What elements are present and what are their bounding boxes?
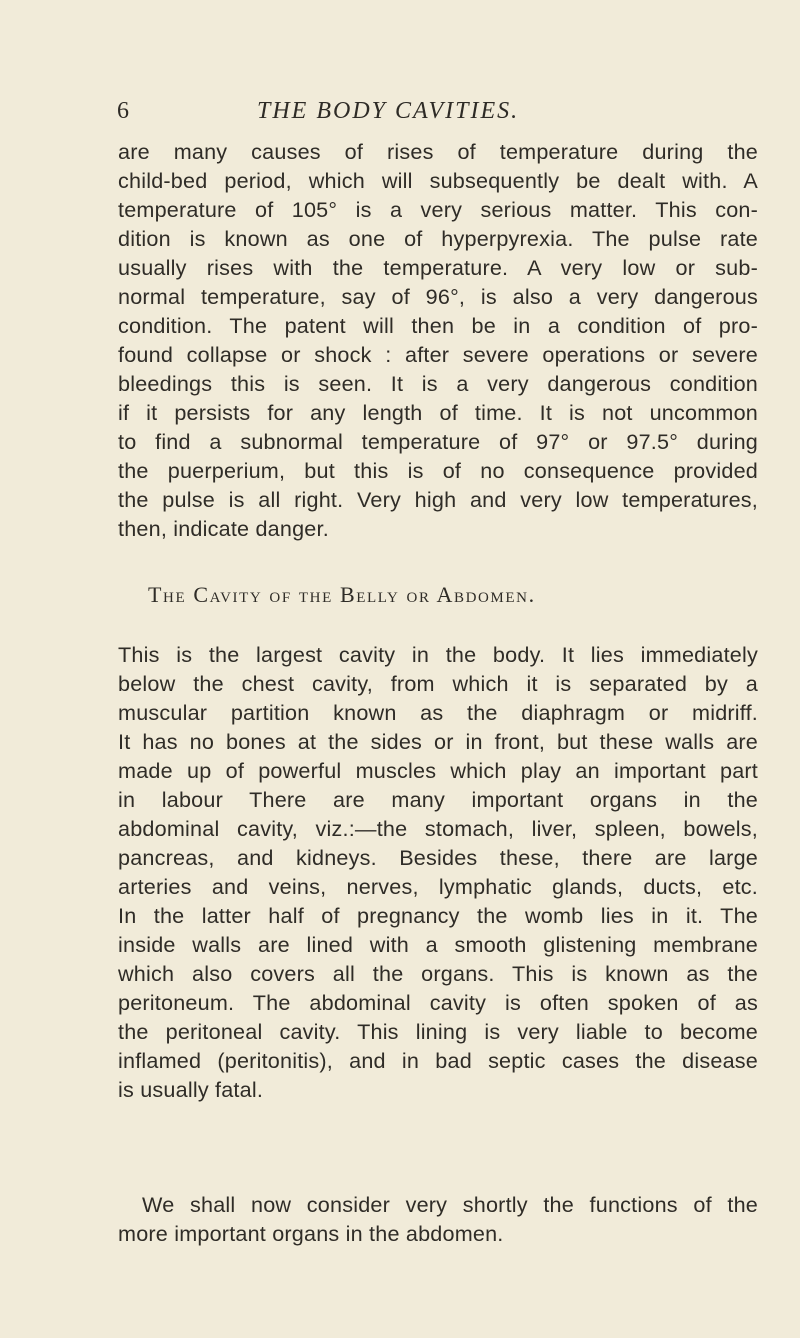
text-line: which also covers all the organs. This is known as the bbox=[118, 961, 758, 986]
text-line: in labour There are many important organs in the bbox=[118, 787, 758, 812]
text-line: below the chest cavity, from which it is separated by a bbox=[118, 671, 758, 696]
text-line: child-bed period, which will subsequently be dealt with. A bbox=[118, 168, 758, 193]
running-title: THE BODY CAVITIES. bbox=[257, 98, 520, 124]
text-line: the puerperium, but this is of no consequence provided bbox=[118, 458, 758, 483]
text-line: condition. The patent will then be in a condition of pro- bbox=[118, 313, 758, 338]
text-line: the pulse is all right. Very high and very low temperatures, bbox=[118, 487, 758, 512]
page-number: 6 bbox=[117, 98, 129, 124]
paragraph-temperature bbox=[118, 137, 758, 543]
text-line: made up of powerful muscles which play an important part bbox=[118, 758, 758, 783]
text-line: usually rises with the temperature. A very low or sub- bbox=[118, 255, 758, 280]
text-line: abdominal cavity, viz.:—the stomach, liver, spleen, bowels, bbox=[118, 816, 758, 841]
text-line: temperature of 105° is a very serious matter. This con- bbox=[118, 197, 758, 222]
text-line: dition is known as one of hyperpyrexia. The pulse rate bbox=[118, 226, 758, 251]
paragraph-abdomen bbox=[118, 640, 758, 1104]
text-line: inflamed (peritonitis), and in bad septic cases the disease bbox=[118, 1048, 758, 1073]
text-line: then, indicate danger. bbox=[118, 516, 329, 541]
text-line: pancreas, and kidneys. Besides these, there are large bbox=[118, 845, 758, 870]
text-line: peritoneum. The abdominal cavity is often spoken of as bbox=[118, 990, 758, 1015]
text-line: inside walls are lined with a smooth glistening membrane bbox=[118, 932, 758, 957]
text-line: are many causes of rises of temperature during the bbox=[118, 139, 758, 164]
text-line: if it persists for any length of time. It is not uncommon bbox=[118, 400, 758, 425]
text-line: found collapse or shock : after severe operations or severe bbox=[118, 342, 758, 367]
text-line: is usually fatal. bbox=[118, 1077, 264, 1102]
running-head bbox=[117, 98, 757, 132]
text-line: the peritoneal cavity. This lining is very liable to become bbox=[118, 1019, 758, 1044]
text-line: We shall now consider very shortly the functions of the bbox=[142, 1192, 758, 1217]
text-line: arteries and veins, nerves, lymphatic glands, ducts, etc. bbox=[118, 874, 758, 899]
text-line: In the latter half of pregnancy the womb lies in it. The bbox=[118, 903, 758, 928]
paragraph-closing bbox=[118, 1190, 758, 1248]
text-line: This is the largest cavity in the body. It lies immediately bbox=[118, 642, 758, 667]
text-line: bleedings this is seen. It is a very dangerous condition bbox=[118, 371, 758, 396]
section-heading: The Cavity of the Belly or Abdomen. bbox=[148, 582, 536, 607]
text-line: to find a subnormal temperature of 97° or 97.5° during bbox=[118, 429, 758, 454]
text-line: muscular partition known as the diaphragm or midriff. bbox=[118, 700, 758, 725]
text-line: normal temperature, say of 96°, is also a very dangerous bbox=[118, 284, 758, 309]
text-line: It has no bones at the sides or in front, but these walls are bbox=[118, 729, 758, 754]
text-line: more important organs in the abdomen. bbox=[118, 1221, 504, 1246]
